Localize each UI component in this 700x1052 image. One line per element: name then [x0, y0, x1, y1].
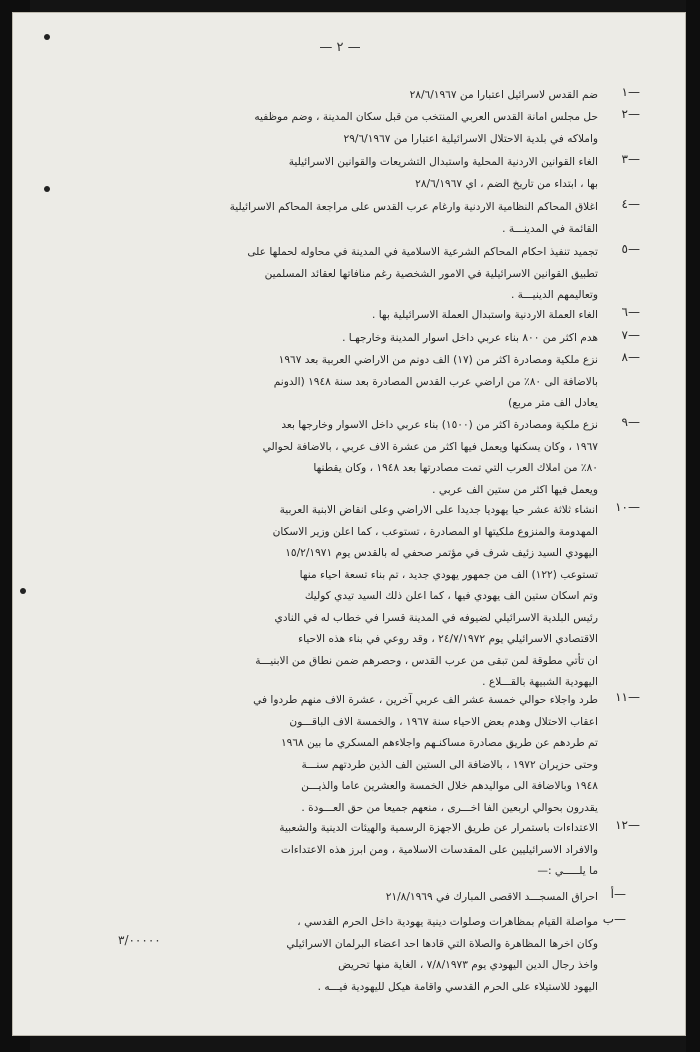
item-number: أ— [610, 887, 626, 901]
item-text [68, 328, 598, 350]
text-line: والافراد الاسرائيليين على المقدسات الاسلامية ، ومن ابرز هذه الاعتداءات [280, 843, 598, 856]
item-number: ١٢— [615, 818, 640, 832]
text-line: يعادل الف متر مربع) [508, 397, 598, 409]
item-text [68, 912, 598, 998]
text-line: ضم القدس لاسرائيل اعتبارا من ٢٨/٦/١٩٦٧ [409, 89, 598, 101]
text-line: تجميد تنفيذ احكام المحاكم الشرعية الاسلامية في المدينة في محاوله لحملها على [247, 246, 598, 258]
text-line: اغلاق المحاكم النظامية الاردنية وارغام عرب القدس على مراجعة المحاكم الاسرائيلية [229, 201, 598, 213]
text-line: رئيس البلدية الاسرائيلي لضيوفه في المدينة قسرا في خطاب له في النادي [274, 611, 598, 624]
text-line: القائمة في المدينـــة . [502, 222, 598, 235]
text-line: مواصلة القيام بمظاهرات وصلوات دينية يهودية داخل الحرم القدسي ، [297, 916, 598, 928]
continuation-mark: ٣/٠٠٠٠٠ [118, 933, 161, 947]
item-number: ٣— [621, 152, 640, 166]
text-line: انشاء ثلاثة عشر حيا يهوديا جديدا على الاراضي وعلى انقاض الابنية العربية [279, 504, 598, 516]
text-line: احراق المسجـــد الاقصى المبارك في ٢١/٨/١٩٦٩ [385, 891, 598, 903]
text-line: الاعتداءات باستمرار عن طريق الاجهزة الرسمية والهيئات الدينية والشعبية [279, 822, 598, 834]
text-line: وتم اسكان ستين الف يهودي فيها ، كما اعلن ذلك السيد تيدي كوليك [304, 590, 598, 602]
text-line: الغاء القوانين الاردنية المحلية واستبدال التشريعات والقوانين الاسرائيلية [288, 156, 598, 168]
text-line: بها ، ابتداء من تاريخ الضم ، اي ٢٨/٦/١٩٦٧ [415, 177, 598, 190]
text-line: اليهودي السيد زئيف شرف في مؤتمر صحفي له بالقدس يوم ١٥/٢/١٩٧١ [285, 547, 598, 559]
item-text [68, 415, 598, 501]
text-line: واخذ رجال الدين اليهودي يوم ٧/٨/١٩٧٣ ، الغاية منها تحريض [338, 959, 598, 971]
text-line: ١٩٦٧ ، وكان يسكنها ويعمل فيها اكثر من عشرة الاف عربي ، بالاضافة لحوالي [262, 440, 598, 453]
text-line: ويعمل فيها اكثر من ستين الف عربي . [432, 483, 598, 496]
text-line: يقدرون بحوالي اربعين الفا اخـــرى ، منعهم جميعا من حق العـــودة . [301, 801, 598, 814]
item-text [68, 107, 598, 150]
item-text [68, 152, 598, 195]
item-number: ١— [621, 85, 640, 99]
text-line: تم طردهم عن طريق مصادرة مساكنـهم واجلاءهم المسكري ما بين ١٩٦٨ [280, 737, 598, 749]
item-number: ٧— [621, 328, 640, 342]
text-line: ان تأتي مطوقة لمن تبقى من عرب القدس ، وحصرهم ضمن نطاق من الابنيـــة [255, 654, 598, 667]
text-line: بالاضافة الى ٨٠٪ من اراضي عرب القدس المصادرة بعد سنة ١٩٤٨ (الدونم [273, 375, 598, 388]
item-text [68, 197, 598, 240]
item-text [68, 242, 598, 307]
binder-hole [44, 186, 50, 192]
text-line: تطبيق القوانين الاسرائيلية في الامور الشخصية رغم منافاتها لعقائد المسلمين [264, 267, 598, 280]
page-number: — ٢ — [319, 40, 361, 55]
item-number: ٤— [621, 197, 640, 211]
text-line: نزع ملكية ومصادرة اكثر من (١٧) الف دونم من الاراضي العربية بعد ١٩٦٧ [278, 354, 598, 366]
text-line: نزع ملكية ومصادرة اكثر من (١٥٠٠) بناء عربي داخل الاسوار وخارجها بعد [281, 419, 598, 431]
text-line: المهدومة والمنزوع ملكيتها او المصادرة ، تستوعب ، كما اعلن وزير الاسكان [272, 525, 598, 538]
item-number: ٢— [621, 107, 640, 121]
text-line: ٨٠٪ من املاك العرب التي تمت مصادرتها بعد ١٩٤٨ ، وكان يقطنها [313, 462, 598, 474]
text-line: الغاء العملة الاردنية واستبدال العملة الاسرائيلية بها . [371, 309, 598, 321]
text-line: ١٩٤٨ وبالاضافة الى مواليدهم خلال الخمسة والعشرين عاما والذيـــن [301, 780, 598, 792]
text-line: اعقاب الاحتلال وهدم بعض الاحياء سنة ١٩٦٧ ، والخمسة الاف الباقـــون [289, 715, 598, 728]
item-text [68, 350, 598, 415]
item-text [68, 85, 598, 107]
text-line: الاقتصادي الاسرائيلي يوم ٢٤/٧/١٩٧٢ ، وقد روعي في بناء هذه الاحياء [298, 633, 598, 645]
item-number: ٥— [621, 242, 640, 256]
item-number: ب— [602, 912, 626, 926]
item-number: ٨— [621, 350, 640, 364]
item-text [68, 500, 598, 694]
binder-hole [44, 34, 50, 40]
text-line: حل مجلس امانة القدس العربي المنتخب من قبل سكان المدينة ، وضم موظفيه [254, 111, 598, 123]
text-line: اليهودية الشبيهة بالقـــلاع . [482, 676, 598, 688]
text-line: وتعاليمهم الدينيـــة . [510, 289, 598, 301]
item-number: ٩— [621, 415, 640, 429]
right-border [686, 0, 700, 1052]
item-text [68, 690, 598, 819]
text-line: تستوعب (١٢٢) الف من جمهور يهودي جديد ، تم بناء تسعة احياء منها [299, 568, 598, 581]
item-text [68, 305, 598, 327]
item-text [68, 887, 598, 909]
item-text [68, 818, 598, 883]
text-line: واملاكه في بلدية الاحتلال الاسرائيلية اعتبارا من ٢٩/٦/١٩٦٧ [343, 132, 598, 145]
binder-hole [20, 588, 26, 594]
text-line: طرد واجلاء حوالي خمسة عشر الف عربي آخرين ، عشرة الاف منهم طردوا في [253, 694, 598, 706]
item-number: ١١— [615, 690, 640, 704]
item-number: ٦— [621, 305, 640, 319]
text-line: وحتى حزيران ١٩٧٢ ، بالاضافة الى الستين الف الذين طردتهم سنـــة [301, 758, 598, 771]
text-line: ما يلـــــي :— [537, 865, 598, 877]
item-number: ١٠— [615, 500, 640, 514]
text-line: اليهود للاستيلاء على الحرم القدسي واقامة هيكل لليهودية فيـــه . [317, 980, 598, 993]
text-line: هدم اكثر من ٨٠٠ بناء عربي داخل اسوار المدينة وخارجهـا . [342, 332, 598, 344]
text-line: وكان اخرها المظاهرة والصلاة التي قادها احد اعضاء البرلمان الاسرائيلي [286, 937, 598, 950]
